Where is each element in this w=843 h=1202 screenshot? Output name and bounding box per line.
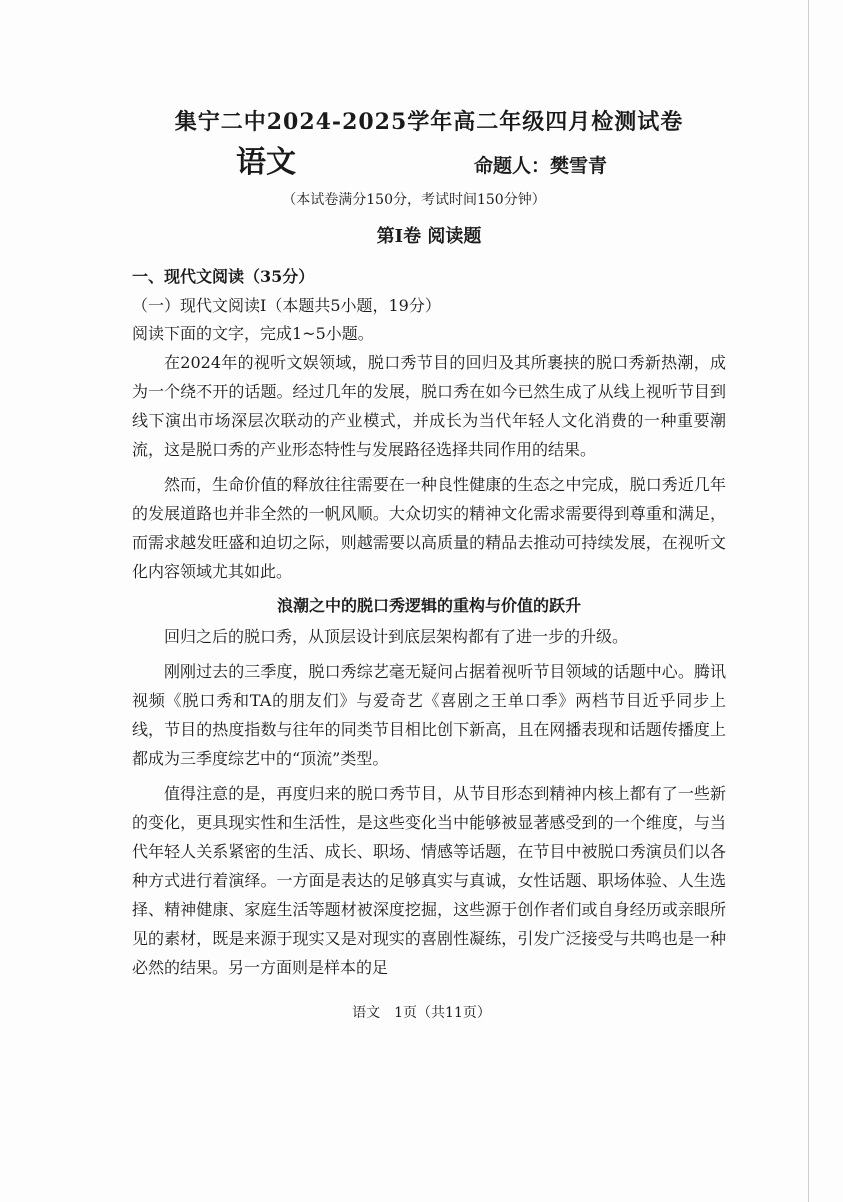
article-paragraph-3: 回归之后的脱口秀，从顶层设计到底层架构都有了进一步的升级。 bbox=[164, 627, 629, 646]
page-content bbox=[132, 100, 726, 982]
exam-title: 集宁二中2024-2025学年高二年级四月检测试卷 bbox=[174, 109, 684, 135]
part-title: 第Ⅰ卷 阅读题 bbox=[376, 226, 482, 247]
page-footer: 语文 1页（共11页） bbox=[352, 1005, 491, 1021]
section-heading: 一、现代文阅读（35分） bbox=[132, 267, 315, 286]
subject-label: 语文 bbox=[236, 145, 296, 180]
reading-instruction: 阅读下面的文字，完成1~5小题。 bbox=[132, 324, 374, 343]
article-subtitle: 浪潮之中的脱口秀逻辑的重构与价值的跃升 bbox=[276, 596, 581, 615]
subject-row bbox=[132, 140, 726, 186]
article-paragraph-4: 刚刚过去的三季度，脱口秀综艺毫无疑问占据着视听节目领域的话题中心。腾讯视频《脱口秀和TA的朋友们》与爱奇艺《喜剧之王单口季》两档节目近乎同步上线，节目的热度指数与往年的同类节目相比创下新高，且在网播表现和话题传播度上都成为三季度综艺中的“顶流”类型。 bbox=[132, 662, 726, 768]
section-subheading: （一）现代文阅读Ⅰ（本题共5小题，19分） bbox=[132, 296, 441, 315]
article-paragraph-2: 然而，生命价值的释放往往需要在一种良性健康的生态之中完成，脱口秀近几年的发展道路也并非全然的一帆风顺。大众切实的精神文化需求需要得到尊重和满足，而需求越发旺盛和迫切之际，则越需要以高质量的精品去推动可持续发展，在视听文化内容领域尤其如此。 bbox=[132, 475, 726, 581]
author-label: 命题人：樊雪青 bbox=[474, 155, 608, 177]
article-paragraph-5: 值得注意的是，再度归来的脱口秀节目，从节目形态到精神内核上都有了一些新的变化，更具现实性和生活性，是这些变化当中能够被显著感受到的一个维度，与当代年轻人关系紧密的生活、成长、职场、情感等话题，在节目中被脱口秀演员们以各种方式进行着演绎。一方面是表达的足够真实与真诚，女性话题、职场体验、人生选择、精神健康、家庭生活等题材被深度挖掘，这些源于创作者们或自身经历或亲眼所见的素材，既是来源于现实又是对现实的喜剧性凝练，引发广泛接受与共鸣也是一种必然的结果。另一方面则是样本的足 bbox=[132, 784, 726, 977]
score-note: （本试卷满分150分，考试时间150分钟） bbox=[282, 192, 546, 208]
article-paragraph-1: 在2024年的视听文娱领域，脱口秀节目的回归及其所裹挟的脱口秀新热潮，成为一个绕不开的话题。经过几年的发展，脱口秀在如今已然生成了从线上视听节目到线下演出市场深层次联动的产业模式，并成长为当代年轻人文化消费的一种重要潮流，这是脱口秀的产业形态特性与发展路径选择共同作用的结果。 bbox=[132, 353, 726, 459]
